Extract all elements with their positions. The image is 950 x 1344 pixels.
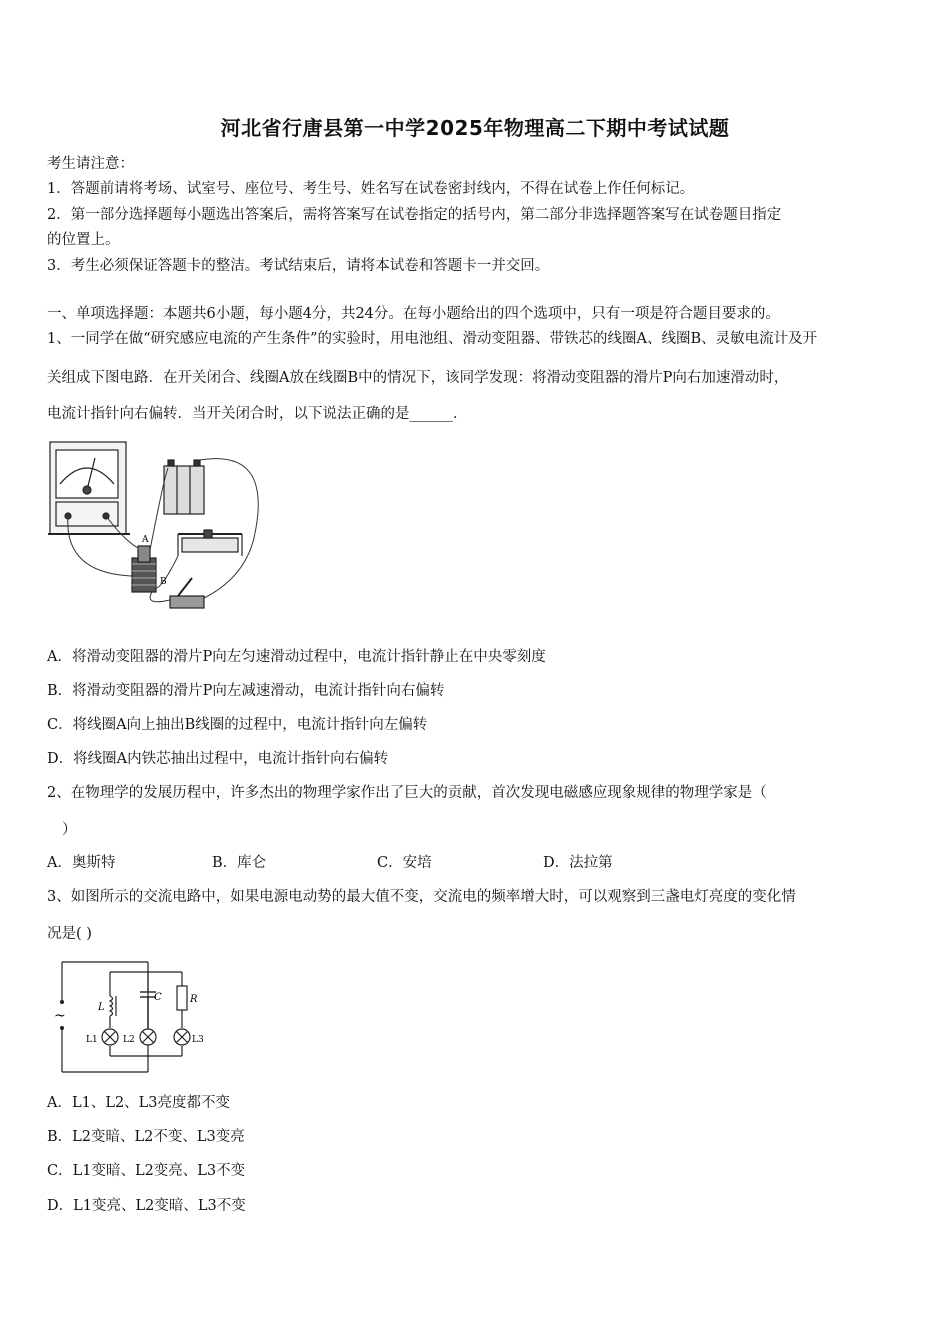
circuit-wires xyxy=(62,962,182,1072)
q2-option-a[interactable]: A．奥斯特 xyxy=(47,855,116,871)
galvanometer xyxy=(48,442,130,534)
q3-line-1: 3、如图所示的交流电路中，如果电源电动势的最大值不变，交流电的频率增大时，可以观察到三盏电灯亮度的变化情 xyxy=(47,889,796,905)
q3-option-b[interactable]: B．L2变暗、L2不变、L3变亮 xyxy=(47,1129,245,1145)
coil-a xyxy=(138,546,150,562)
q3-option-a[interactable]: A．L1、L2、L3亮度都不变 xyxy=(47,1095,231,1111)
source-terminal-top xyxy=(60,1000,64,1004)
induction-experiment-figure xyxy=(44,438,274,616)
q1-line-3: 电流计指针向右偏转．当开关闭合时，以下说法正确的是______． xyxy=(47,406,468,422)
q1-option-b[interactable]: B．将滑动变阻器的滑片P向左减速滑动，电流计指针向右偏转 xyxy=(47,683,445,699)
q1-option-a[interactable]: A．将滑动变阻器的滑片P向左匀速滑动过程中，电流计指针静止在中央零刻度 xyxy=(47,649,546,665)
q2-option-d[interactable]: D．法拉第 xyxy=(543,855,613,871)
lamp-l2 xyxy=(140,1029,156,1045)
q3-option-d[interactable]: D．L1变亮、L2变暗、L3不变 xyxy=(47,1198,246,1214)
notice-item-2: 2．第一部分选择题每小题选出答案后，需将答案写在试卷指定的括号内，第二部分非选择题答案写在试卷题目指定 xyxy=(47,207,782,223)
q2-line-2: ） xyxy=(62,822,77,838)
q2-option-b[interactable]: B．库仑 xyxy=(212,855,267,871)
lamp-l2-label: L2 xyxy=(123,1035,135,1045)
notice-item-3: 3．考生必须保证答题卡的整洁。考试结束后，请将本试卷和答题卡一并交回。 xyxy=(47,258,550,274)
inductor-label: L xyxy=(98,1002,105,1013)
q3-option-c[interactable]: C．L1变暗、L2变亮、L3不变 xyxy=(47,1163,246,1179)
q1-line-1: 1、一同学在做“研究感应电流的产生条件”的实验时，用电池组、滑动变阻器、带铁芯的线圈A、线圈B、灵敏电流计及开 xyxy=(47,331,818,347)
section-heading: 一、单项选择题：本题共6小题，每小题4分，共24分。在每小题给出的四个选项中，只有一项是符合题目要求的。 xyxy=(47,306,780,322)
source-terminal-bottom xyxy=(60,1026,64,1030)
switch xyxy=(170,578,204,608)
resistor-label: R xyxy=(190,994,198,1005)
notice-heading: 考生请注意： xyxy=(47,156,134,172)
lamp-l3 xyxy=(174,1029,190,1045)
page-title: 河北省行唐县第一中学2025年物理高二下期中考试试题 xyxy=(220,116,730,140)
q1-option-c[interactable]: C．将线圈A向上抽出B线圈的过程中，电流计指针向左偏转 xyxy=(47,717,428,733)
coil-b xyxy=(132,558,156,592)
capacitor-label: C xyxy=(154,992,162,1003)
q3-line-2: 况是( ) xyxy=(47,926,92,942)
ac-source-symbol: ~ xyxy=(54,1008,66,1024)
notice-item-2-cont: 的位置上。 xyxy=(47,232,120,248)
inductor xyxy=(110,996,116,1016)
resistor xyxy=(177,986,187,1010)
q1-line-2: 关组成下图电路．在开关闭合、线圈A放在线圈B中的情况下，该同学发现：将滑动变阻器的滑片P向右加速滑动时， xyxy=(47,370,789,386)
ac-circuit-figure xyxy=(50,956,220,1078)
coil-a-label: A xyxy=(142,535,149,545)
coil-b-label: B xyxy=(160,577,167,587)
lamp-l3-label: L3 xyxy=(192,1035,204,1045)
lamp-l1 xyxy=(102,1029,118,1045)
rheostat xyxy=(178,530,242,556)
notice-item-1: 1．答题前请将考场、试室号、座位号、考生号、姓名写在试卷密封线内，不得在试卷上作任何标记。 xyxy=(47,181,695,197)
q2-option-c[interactable]: C．安培 xyxy=(377,855,432,871)
q2-line-1: 2、在物理学的发展历程中，许多杰出的物理学家作出了巨大的贡献，首次发现电磁感应现象规律的物理学家是（ xyxy=(47,785,767,801)
battery-pack xyxy=(164,460,204,514)
q1-option-d[interactable]: D．将线圈A内铁芯抽出过程中，电流计指针向右偏转 xyxy=(47,751,389,767)
lamp-l1-label: L1 xyxy=(86,1035,98,1045)
